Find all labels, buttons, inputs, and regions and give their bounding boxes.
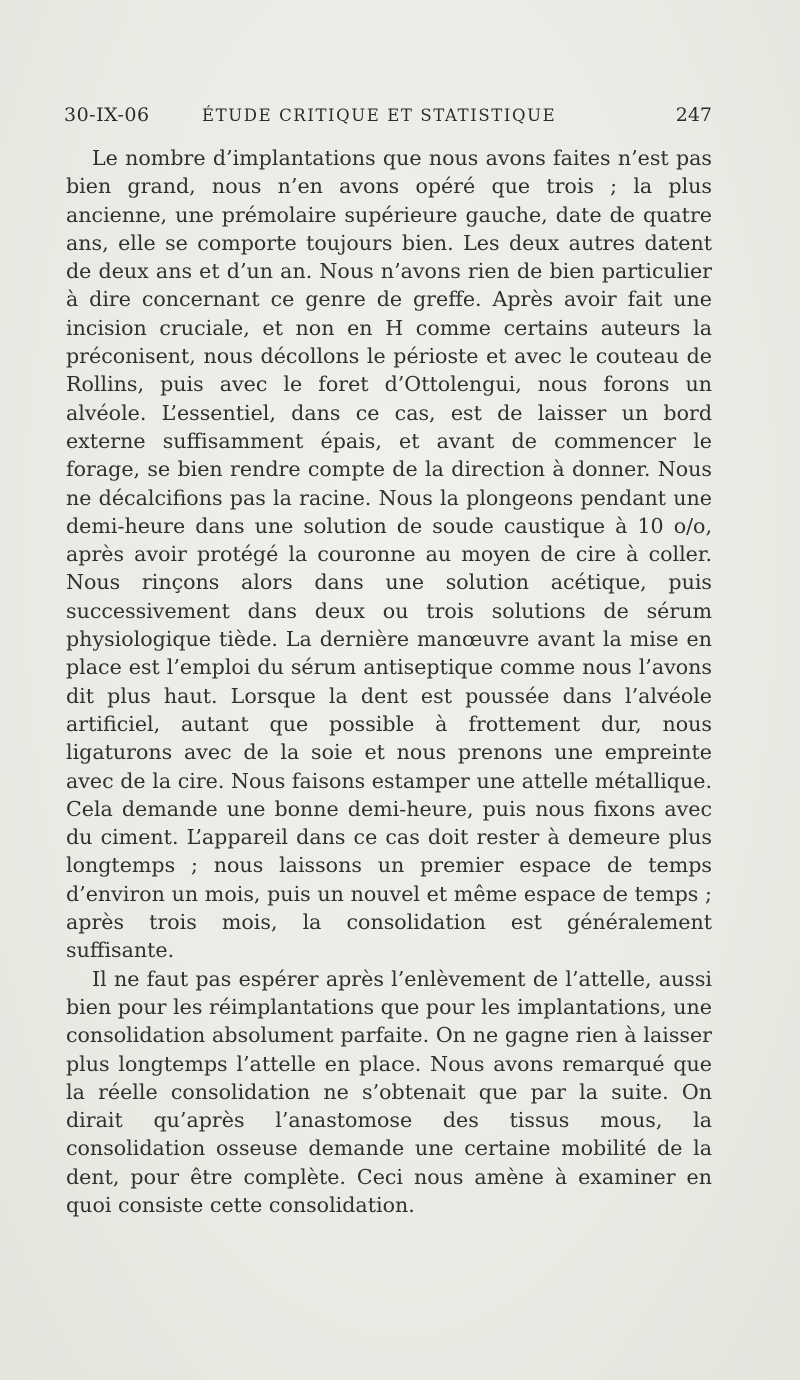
running-head [64,104,712,134]
body-text [66,144,712,1219]
header-title: ÉTUDE CRITIQUE ET STATISTIQUE [202,106,557,125]
header-date: 30-IX-06 [64,104,150,126]
paragraph-1: Le nombre d’implantations que nous avons faites n’est pas bien grand, nous n’en avons opéré que trois ; la plus ancienne, une prémolaire supérieure gauche, date de quatre ans, elle se comporte toujours bien. Les deux autres datent de deux ans et d’un an. Nous n’avons rien de bien particulier à dire concernant ce genre de greffe. Après avoir fait une incision cruciale, et non en H comme certains auteurs la préconisent, nous décollons le périoste et avec le couteau de Rollins, puis avec le foret d’Ottolengui, nous forons un alvéole. L’essentiel, dans ce cas, est de laisser un bord externe suffisamment épais, et avant de commencer le forage, se bien rendre compte de la direction à donner. Nous ne décalcifions pas la racine. Nous la plongeons pendant une demi-heure dans une solution de soude caustique à 10 o/o, après avoir protégé la couronne au moyen de cire à coller. Nous rinçons alors dans une solution acétique, puis successivement dans deux ou trois solutions de sérum physiologique tiède. La dernière manœuvre avant la mise en place est l’emploi du sérum antiseptique comme nous l’avons dit plus haut. Lorsque la dent est poussée dans l’alvéole artificiel, autant que possible à frottement dur, nous ligaturons avec de la soie et nous prenons une empreinte avec de la cire. Nous faisons estamper une attelle métallique. Cela demande une bonne demi-heure, puis nous fixons avec du ciment. L’appareil dans ce cas doit rester à demeure plus longtemps ; nous laissons un premier espace de temps d’environ un mois, puis un nouvel et même espace de temps ; après trois mois, la consolidation est généralement suffisante. [66,146,712,963]
paragraph-2: Il ne faut pas espérer après l’enlèvement de l’attelle, aussi bien pour les réimplantations que pour les implantations, une consolidation absolument parfaite. On ne gagne rien à laisser plus longtemps l’attelle en place. Nous avons remarqué que la réelle consolidation ne s’obtenait que par la suite. On dirait qu’après l’anastomose des tissus mous, la consolidation osseuse demande une certaine mobilité de la dent, pour être complète. Ceci nous amène à examiner en quoi consiste cette consolidation. [66,966,712,1217]
page-number: 247 [675,104,712,126]
